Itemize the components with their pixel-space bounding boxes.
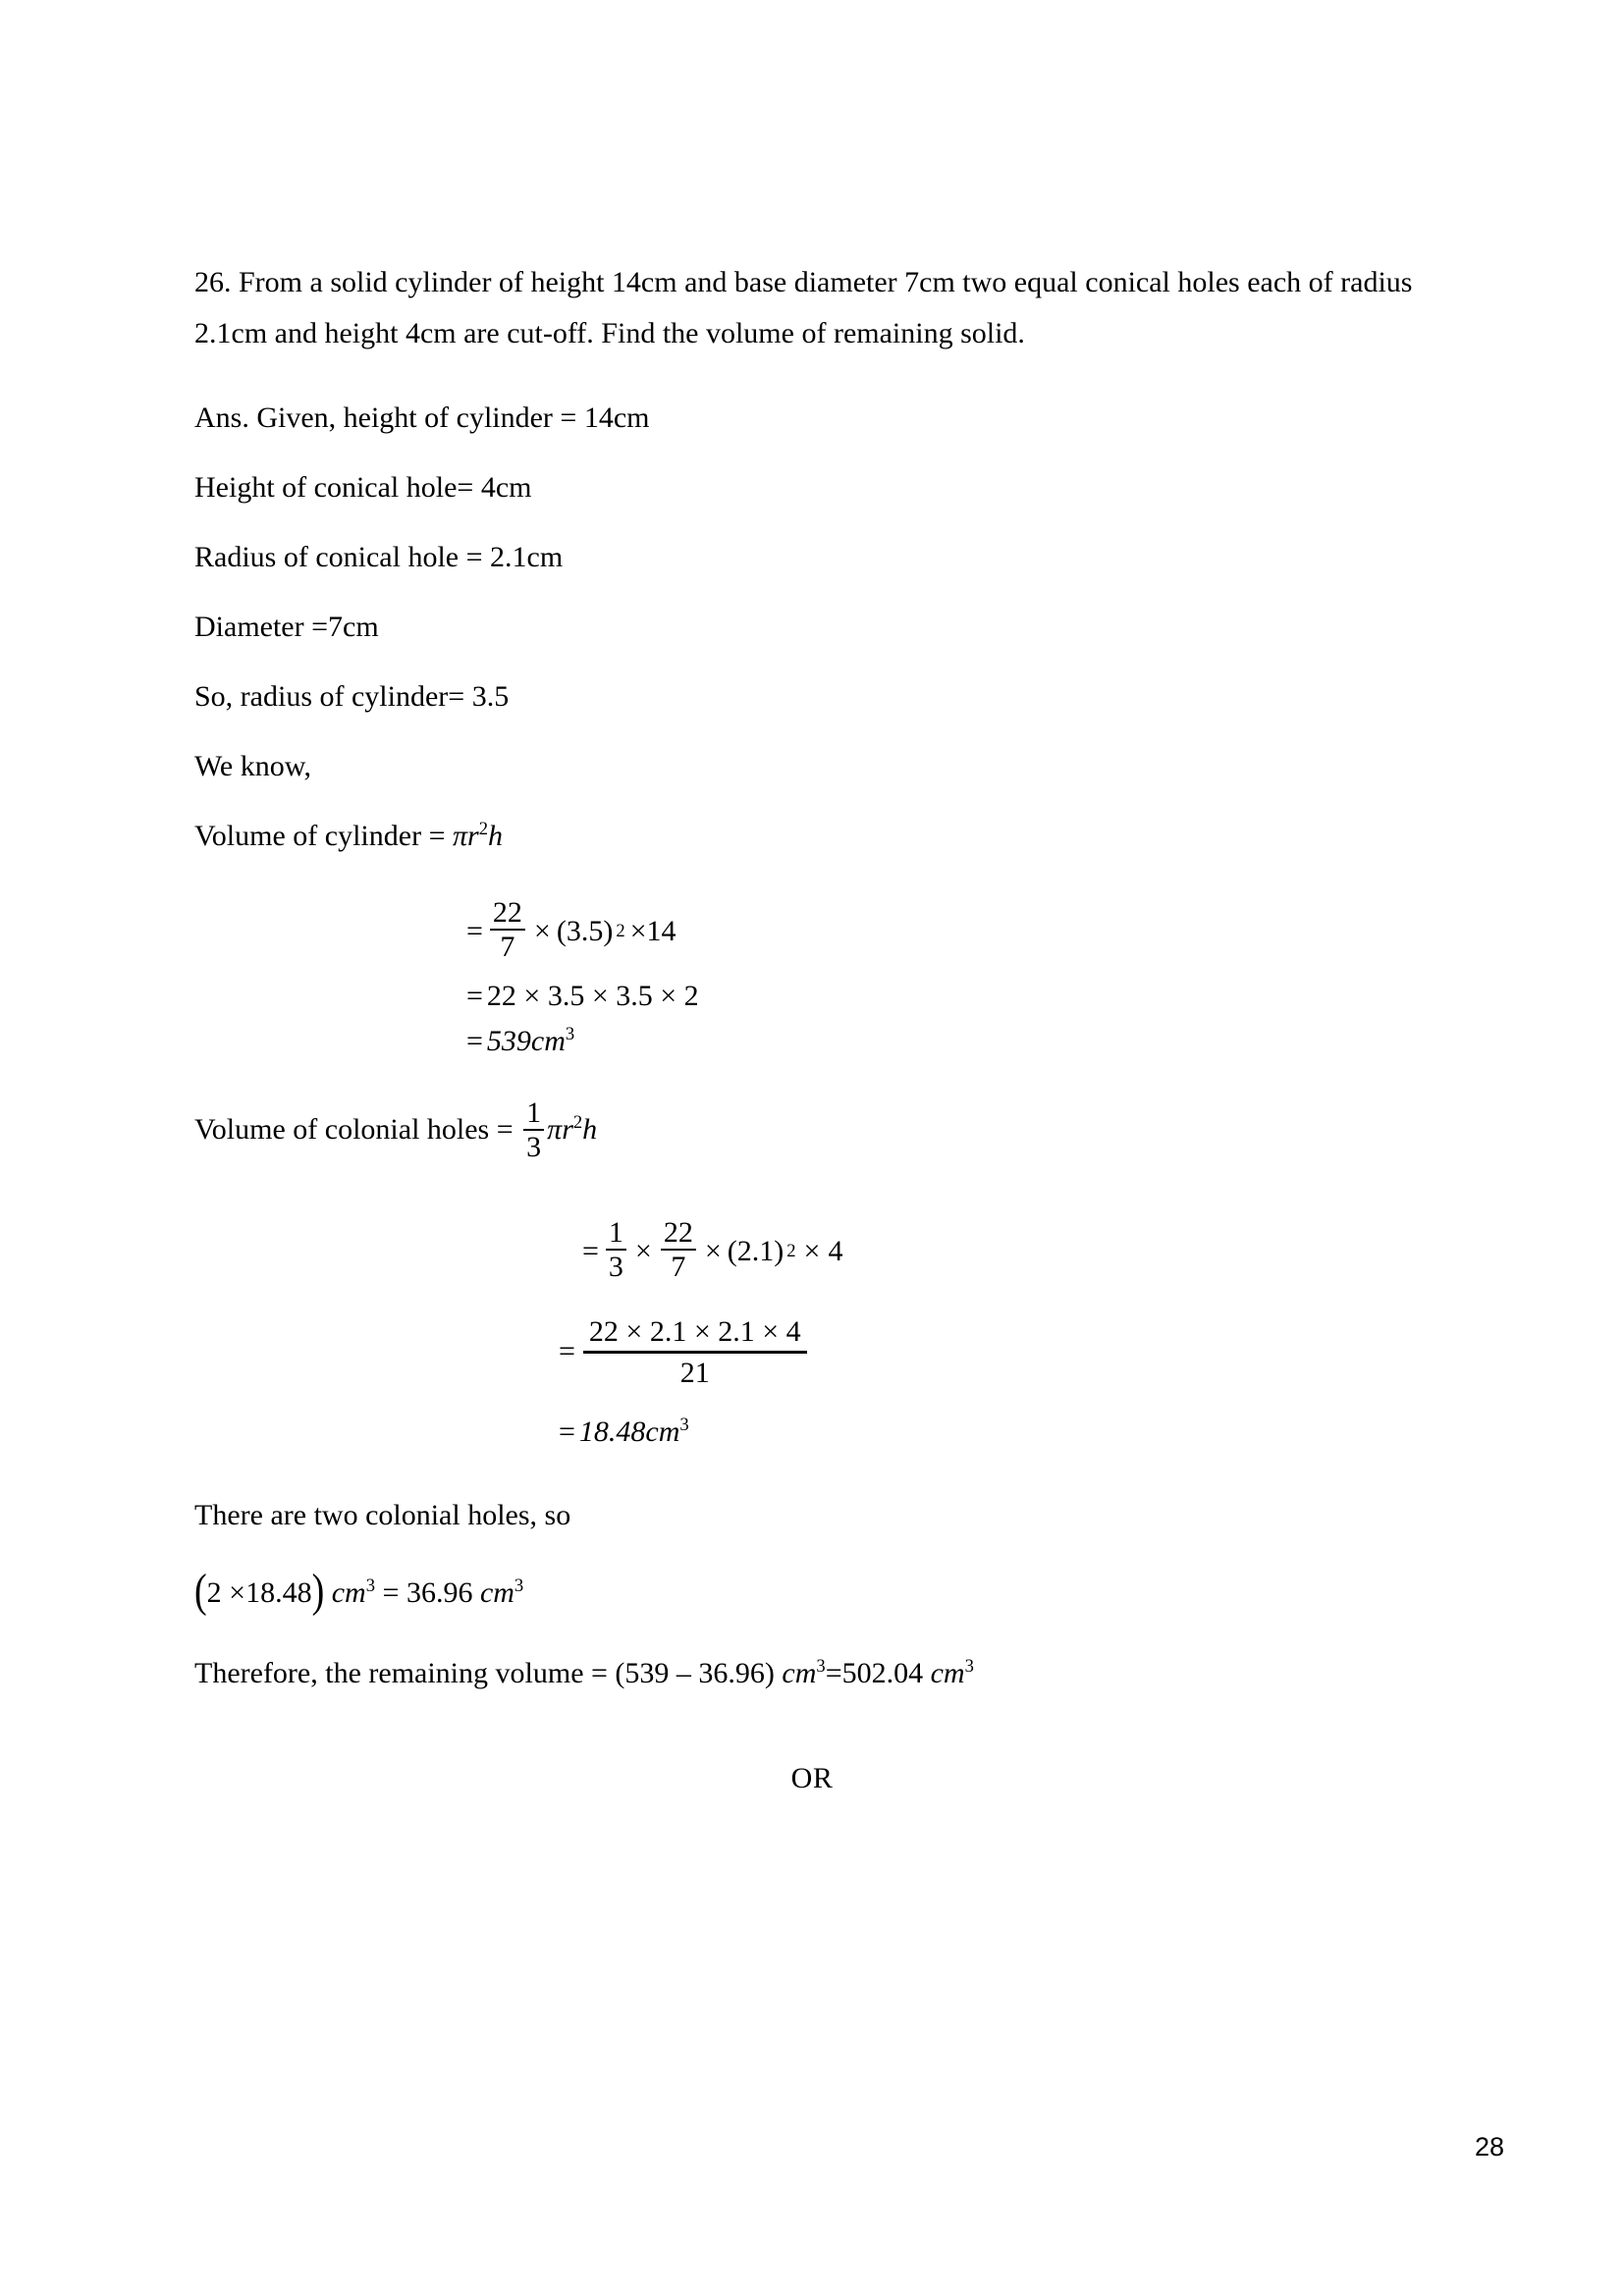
holes-eq-3 [559, 1410, 1451, 1455]
fraction-denominator: 3 [526, 1131, 542, 1164]
fraction-denominator: 21 [679, 1356, 710, 1389]
spacer [194, 717, 1451, 747]
unit-exponent: 3 [365, 1575, 376, 1597]
we-know-line: We know, [194, 750, 311, 782]
unit-text: cm [479, 1576, 514, 1610]
volume-holes-formula: $\pi r^2h$ [547, 1112, 598, 1147]
squared-base: (2.1) [727, 1235, 785, 1268]
page-number: 28 [1474, 2132, 1504, 2162]
page-content [194, 257, 1451, 1693]
times-sign-1: × [533, 915, 551, 947]
spacer [194, 507, 1451, 538]
unit-text: cm [782, 1657, 817, 1690]
spacer [194, 786, 1451, 817]
equals-sign: = [559, 1415, 575, 1449]
equals-sign: = [466, 1025, 483, 1057]
equals-sign: = [466, 915, 483, 947]
fraction-numerator: 22 × 2.1 × 2.1 × 4 [588, 1314, 801, 1348]
final-equals-value: =502.04 [825, 1657, 931, 1690]
fraction-numerator: 1 [608, 1216, 623, 1250]
spacer [194, 577, 1451, 608]
two-holes-line: There are two colonial holes, so [194, 1499, 571, 1532]
squared-base: (3.5) [556, 915, 614, 947]
unit-exponent: 3 [816, 1656, 826, 1678]
spacer [194, 438, 1451, 468]
cylinder-eq-1: = $\frac{22}{7}$ × (3.5) 2 × 14 [466, 895, 677, 963]
diameter-line: Diameter =7cm [194, 611, 379, 643]
conical-height-line: Height of conical hole= 4cm [194, 471, 532, 504]
hole-volume-unit-exponent: 3 [679, 1415, 689, 1436]
times-sign-1: × [634, 1235, 652, 1268]
fraction-numerator: 22 [663, 1216, 693, 1250]
total-holes-expression: 2 ×18.48 [206, 1576, 312, 1610]
total-holes-unit-1 [332, 1576, 375, 1609]
or-separator: OR [790, 1762, 834, 1794]
volume-holes-label: Volume of colonial holes = [194, 1113, 521, 1147]
cylinder-volume-result [487, 1025, 574, 1058]
equals-sign: = [382, 1576, 400, 1610]
hole-volume-value: 18.48 [578, 1415, 646, 1449]
cylinder-eq-3 [466, 1019, 1451, 1064]
holes-calculation-block [559, 1209, 1451, 1455]
fraction-22-over-7 [490, 897, 525, 962]
final-unit-1 [782, 1657, 825, 1689]
cylinder-volume-unit-exponent: 3 [565, 1024, 575, 1044]
factor-14: 14 [646, 915, 677, 947]
final-answer-prefix: Therefore, the remaining volume = (539 – 36.96) [194, 1657, 783, 1690]
cylinder-volume-value: 539 [486, 1025, 531, 1057]
total-holes-value: 36.96 [406, 1576, 473, 1610]
fraction-denominator: 3 [608, 1251, 623, 1284]
holes-eq-2 [559, 1294, 1451, 1410]
unit-exponent: 3 [964, 1656, 974, 1678]
final-answer-line [194, 1654, 1451, 1693]
hole-volume-result [579, 1415, 689, 1449]
holes-eq-1: = $\frac{1}{3}$ × $\frac{22}{7}$ × (2.1) 2 × 4 [582, 1216, 843, 1284]
cylinder-calculation-block [466, 889, 1451, 1064]
fraction-1-over-3-inline [523, 1097, 544, 1162]
equals-sign: = [466, 980, 483, 1012]
hole-volume-unit: cm [645, 1415, 680, 1449]
fraction-numerator: 1 [526, 1096, 542, 1129]
volume-holes-line [194, 1096, 1451, 1164]
times-sign-2: × [704, 1235, 722, 1268]
times-sign-3: × [803, 1235, 821, 1268]
fraction-denominator: 7 [500, 931, 515, 963]
fraction-bar [583, 1351, 807, 1354]
question-paragraph: 26. From a solid cylinder of height 14cm and base diameter 7cm two equal conical holes each of radius 2.1cm and height 4cm are cut-off. Find the volume of remaining solid. [194, 266, 1413, 349]
unit-exponent: 3 [514, 1575, 524, 1597]
fraction-22-over-7 [661, 1217, 696, 1282]
unit-text: cm [930, 1657, 965, 1690]
cylinder-radius-line: So, radius of cylinder= 3.5 [194, 680, 510, 713]
spacer [194, 647, 1451, 677]
final-unit-2 [931, 1657, 974, 1689]
cylinder-volume-unit: cm [530, 1025, 566, 1057]
fraction-numerator: 22 [492, 895, 522, 929]
spacer [194, 359, 1451, 399]
equals-sign: = [582, 1235, 599, 1268]
times-sign-2: × [629, 915, 647, 947]
cylinder-eq-2 [466, 974, 1451, 1019]
total-holes-unit-2 [480, 1576, 523, 1609]
factor-4: 4 [828, 1235, 843, 1268]
fraction-1-over-3 [606, 1217, 626, 1282]
cylinder-expanded-product: 22 × 3.5 × 3.5 × 2 [486, 980, 699, 1012]
volume-cylinder-line [194, 817, 1451, 856]
close-paren: ) [311, 1566, 325, 1618]
conical-radius-line: Radius of conical hole = 2.1cm [194, 541, 564, 573]
display-fraction [583, 1315, 807, 1389]
equals-sign: = [559, 1335, 575, 1368]
open-paren: ( [194, 1566, 207, 1618]
volume-cylinder-label: Volume of cylinder = [194, 820, 453, 852]
answer-given-line: Ans. Given, height of cylinder = 14cm [194, 401, 650, 434]
volume-cylinder-formula: $\pi r^2h$ [452, 819, 503, 852]
total-holes-volume-line [194, 1566, 1451, 1618]
unit-text: cm [331, 1576, 366, 1610]
fraction-denominator: 7 [671, 1251, 686, 1284]
